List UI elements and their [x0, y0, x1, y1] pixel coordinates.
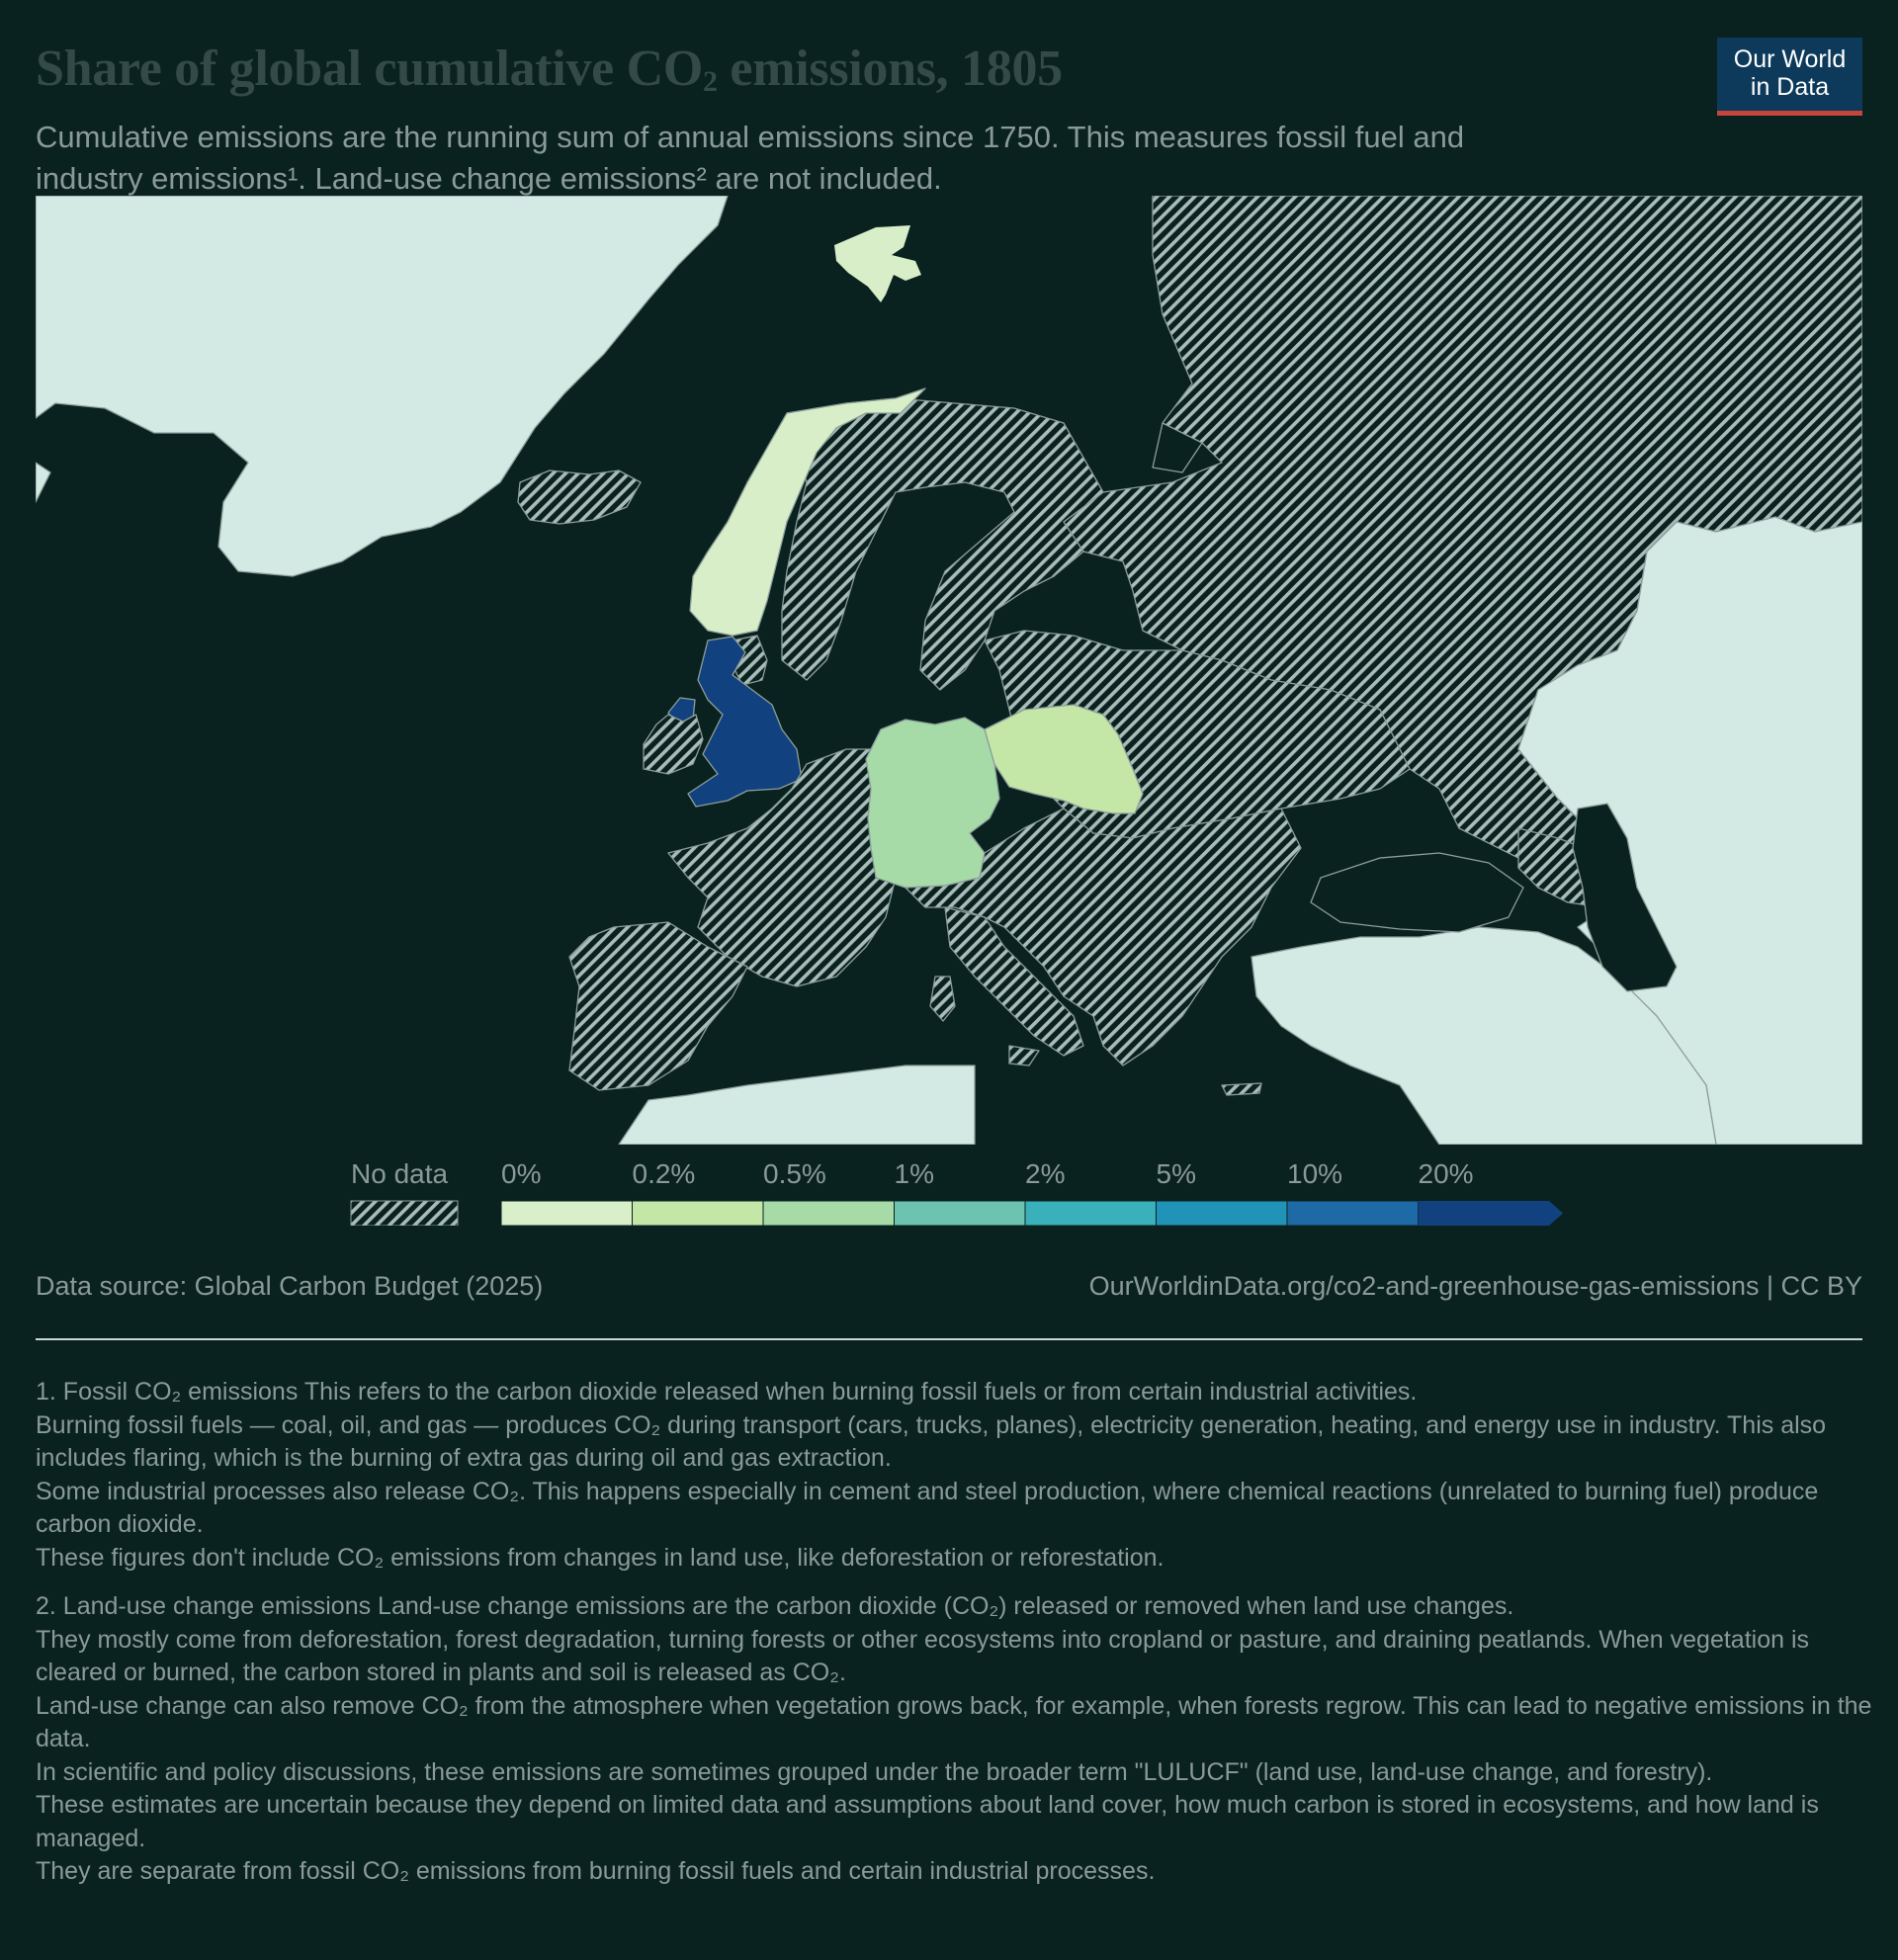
divider [36, 1338, 1862, 1340]
footnotes [36, 1376, 1884, 1905]
sicily [1009, 1046, 1039, 1065]
legend-bin-swatch [895, 1201, 1026, 1226]
legend-bin-label: 0.2% [632, 1158, 696, 1189]
legend-bin-swatch-arrow [1419, 1201, 1564, 1226]
iceland [518, 470, 641, 524]
legend-bin-swatch [1157, 1201, 1288, 1226]
footnote-2 [36, 1590, 1884, 1889]
footnote-1-line: Some industrial processes also release CO₂. This happens especially in cement and steel production, where chemical reactions (unrelated to burning fuel) produce carbon dioxide. [36, 1477, 1819, 1538]
footnote-1-line: 1. Fossil CO₂ emissions This refers to the carbon dioxide released when burning fossil fuels or from certain industrial activities. [36, 1378, 1418, 1406]
footnote-2-line: 2. Land-use change emissions Land-use change emissions are the carbon dioxide (CO₂) released or removed when land use changes. [36, 1592, 1514, 1620]
legend-bin-swatch [763, 1201, 895, 1226]
legend-bin-label: 10% [1287, 1158, 1343, 1189]
north-africa [619, 1065, 975, 1145]
legend-bin-swatch [633, 1201, 764, 1226]
subtitle-line-2: industry emissions¹. Land-use change emissions² are not included. [36, 161, 942, 196]
sardinia [930, 977, 955, 1021]
chart-subtitle [36, 117, 1637, 200]
europe-map[interactable] [36, 196, 1862, 1145]
legend-bin-label: 0.5% [763, 1158, 826, 1189]
footnote-1-line: These figures don't include CO₂ emissions from changes in land use, like deforestation or reforestation. [36, 1543, 1165, 1572]
legend-bin-label: 20% [1418, 1158, 1474, 1189]
chart-title: Share of global cumulative $CO_2$ emissions, 1805 [36, 41, 1063, 98]
svalbard [834, 225, 921, 302]
germany [866, 718, 999, 888]
footnote-1-line: Burning fossil fuels — coal, oil, and gas — produces CO₂ during transport (cars, trucks, planes), electricity generation, heating, and energy use in industry. This also includes flaring, which is the burning of extra gas during oil and gas extraction. [36, 1410, 1827, 1472]
color-legend [0, 1147, 1898, 1226]
black-sea [1311, 853, 1523, 932]
source-url-link[interactable]: OurWorldinData.org/co2-and-greenhouse-gas-emissions | CC BY [1088, 1271, 1862, 1301]
crete [1222, 1083, 1261, 1095]
footnote-2-line: They mostly come from deforestation, forest degradation, turning forests or other ecosystems into cropland or pasture, and draining peatlands. When vegetation is cleared or burned, the carbon stored in plants and soil is released as CO₂. [36, 1625, 1810, 1686]
legend-bin-label: 0% [501, 1158, 542, 1189]
ireland [644, 715, 703, 774]
legend-nodata-label: No data [351, 1158, 449, 1189]
footnote-1 [36, 1376, 1884, 1575]
legend-bin-swatch [1287, 1201, 1419, 1226]
legend-bin-swatch [501, 1201, 633, 1226]
footnote-2-line: These estimates are uncertain because they depend on limited data and assumptions about land cover, how much carbon is stored in ecosystems, and how land is managed. [36, 1791, 1819, 1852]
footnote-2-line: They are separate from fossil CO₂ emissions from burning fossil fuels and certain industrial processes. [36, 1857, 1156, 1885]
greenland-west-strip [36, 463, 50, 502]
subtitle-line-1: Cumulative emissions are the running sum of annual emissions since 1750. This measures fossil fuel and [36, 120, 1465, 154]
greenland [36, 196, 728, 576]
footnote-2-line: Land-use change can also remove CO₂ from the atmosphere when vegetation grows back, for example, when forests regrow. This can lead to negative emissions in the data. [36, 1691, 1872, 1752]
legend-bin-swatch [1025, 1201, 1157, 1226]
data-source: Data source: Global Carbon Budget (2025) [36, 1271, 544, 1301]
legend-nodata-swatch [351, 1201, 458, 1226]
footnote-2-line: In scientific and policy discussions, these emissions are sometimes grouped under the broader term "LULUCF" (land use, land-use change, and forestry). [36, 1757, 1713, 1786]
legend-bin-label: 1% [894, 1158, 934, 1189]
legend-bin-label: 5% [1156, 1158, 1196, 1189]
legend-bin-label: 2% [1025, 1158, 1066, 1189]
owid-logo[interactable]: Our World in Data [1717, 38, 1862, 116]
